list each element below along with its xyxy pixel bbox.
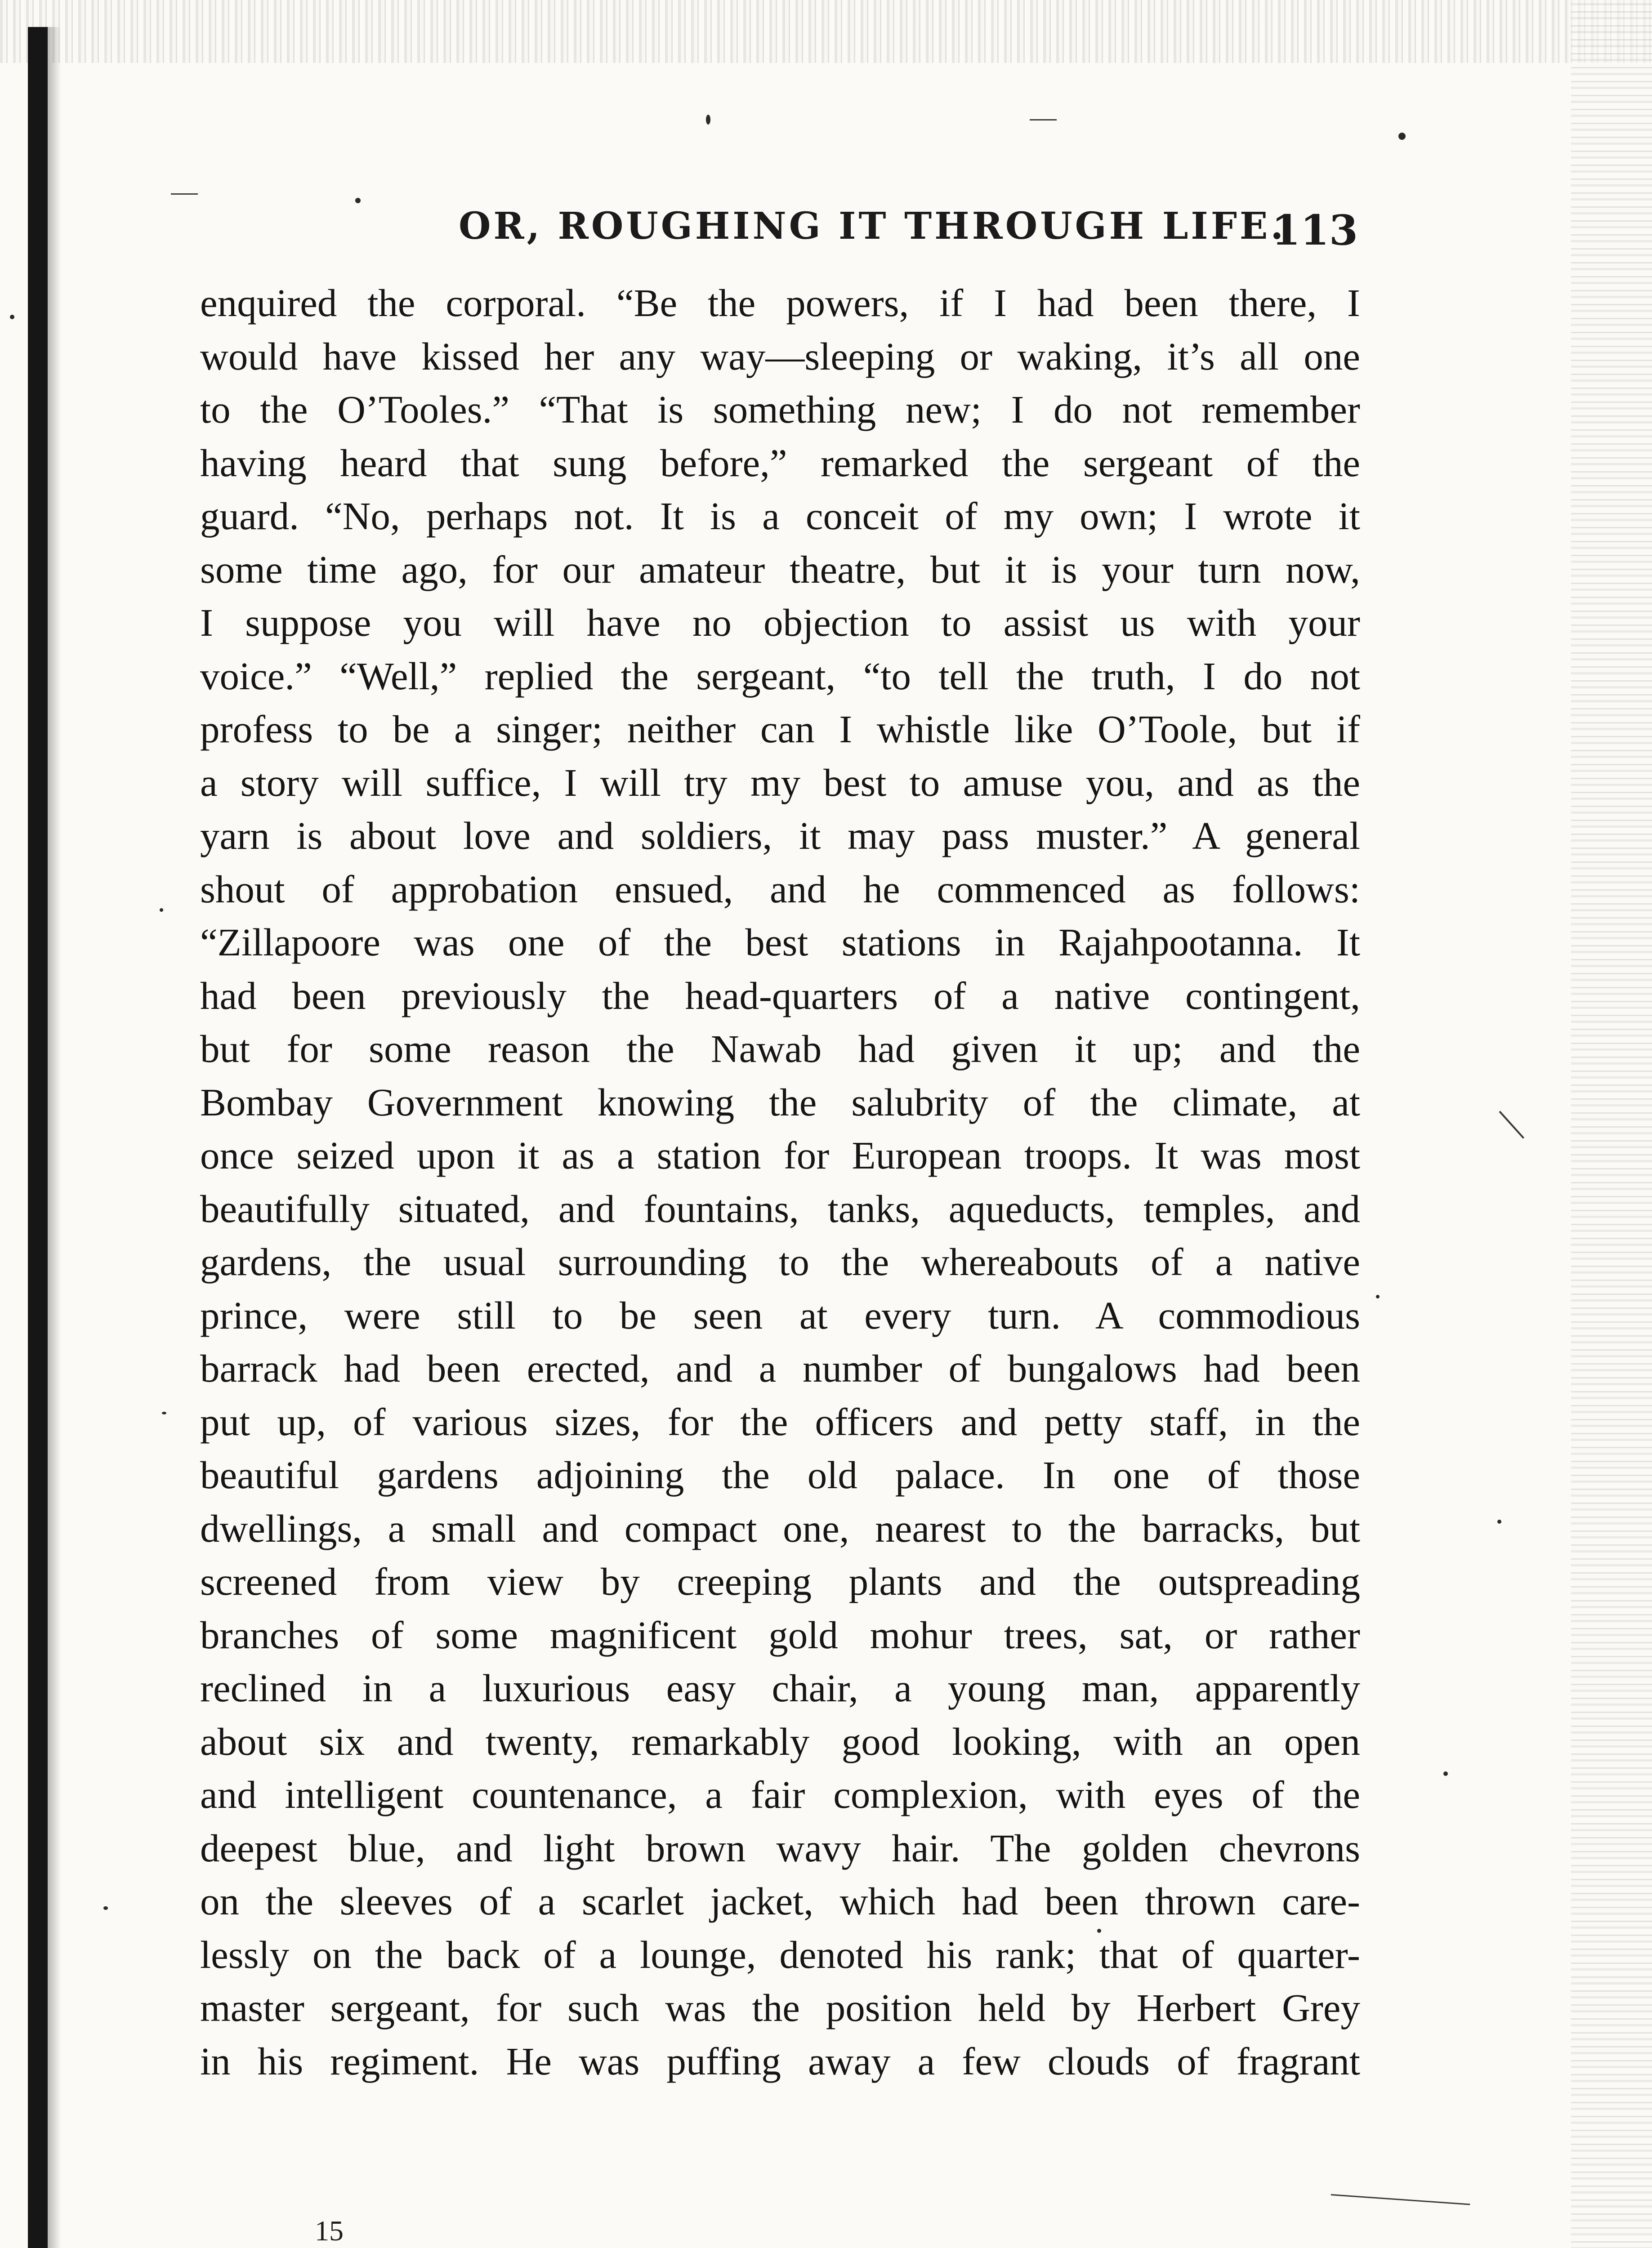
running-head: OR, ROUGHING IT THROUGH LIFE. [459, 205, 1286, 248]
text-line: having heard that sung before,” remarked the sergeant of the [200, 441, 1360, 485]
text-line: and intelligent countenance, a fair complexion, with eyes of the [200, 1773, 1360, 1816]
binding-gutter-shadow [48, 27, 61, 2248]
text-line: to the O’Tooles.” “That is something new; I do not remember [200, 388, 1360, 431]
text-line: would have kissed her any way—sleeping or waking, it’s all one [200, 334, 1360, 378]
scan-speck [1443, 1771, 1448, 1776]
text-line: master sergeant, for such was the position held by Herbert Grey [200, 1986, 1360, 2029]
text-line: some time ago, for our amateur theatre, but it is your turn now, [200, 547, 1360, 591]
text-line: a story will suffice, I will try my best to amuse you, and as the [200, 760, 1360, 804]
binding-gutter [28, 27, 48, 2248]
scan-speck [1398, 133, 1406, 140]
text-line: lessly on the back of a lounge, denoted his rank; that of quarter- [200, 1932, 1360, 1976]
text-line: “Zillapoore was one of the best stations in Rajahpootanna. It [200, 920, 1360, 964]
text-line: deepest blue, and light brown wavy hair. The golden chevrons [200, 1826, 1360, 1870]
text-line: I suppose you will have no objection to assist us with your [200, 601, 1360, 644]
text-line: screened from view by creeping plants and the outspreading [200, 1560, 1360, 1603]
scan-speck [162, 1412, 166, 1414]
scan-speck [160, 908, 163, 912]
text-line: but for some reason the Nawab had given it up; and the [200, 1027, 1360, 1070]
text-line: beautifully situated, and fountains, tanks, aqueducts, temples, and [200, 1186, 1360, 1231]
scan-speck [10, 315, 14, 319]
text-line: profess to be a singer; neither can I whistle like O’Toole, but if [200, 707, 1360, 751]
text-line: yarn is about love and soldiers, it may pass muster.” A general [200, 814, 1360, 857]
scan-stroke [171, 193, 198, 195]
text-line: put up, of various sizes, for the officers and petty staff, in the [200, 1400, 1360, 1444]
body-text [200, 277, 1360, 2088]
scan-speck [1376, 1295, 1380, 1298]
signature-mark: 15 [315, 2215, 344, 2247]
text-line: gardens, the usual surrounding to the whereabouts of a native [200, 1240, 1360, 1284]
text-line: dwellings, a small and compact one, nearest to the barracks, but [200, 1506, 1360, 1550]
text-line: once seized upon it as a station for European troops. It was most [200, 1133, 1360, 1177]
text-line: prince, were still to be seen at every turn. A commodious [200, 1293, 1360, 1337]
text-line: enquired the corporal. “Be the powers, if I had been there, I [200, 281, 1360, 325]
text-line: beautiful gardens adjoining the old palace. In one of those [200, 1453, 1360, 1497]
scan-speck [1097, 1929, 1101, 1933]
scan-speck [355, 198, 361, 203]
text-line: in his regiment. He was puffing away a few clouds of fragrant [200, 2039, 1360, 2083]
scan-speck [706, 115, 710, 125]
scan-stroke [1030, 119, 1057, 120]
text-line: Bombay Government knowing the salubrity of the climate, at [200, 1080, 1360, 1124]
scan-speck [103, 1906, 108, 1910]
scan-edge-right [1571, 0, 1652, 2248]
text-line: on the sleeves of a scarlet jacket, which had been thrown care- [200, 1879, 1360, 1923]
scan-stroke [1499, 1111, 1525, 1139]
text-line: voice.” “Well,” replied the sergeant, “to tell the truth, I do not [200, 654, 1360, 698]
text-line: barrack had been erected, and a number of bungalows had been [200, 1347, 1360, 1390]
scan-stroke [1331, 2194, 1470, 2205]
scan-edge-top [0, 0, 1652, 63]
text-line: had been previously the head-quarters of a native contingent, [200, 973, 1360, 1017]
text-line: about six and twenty, remarkably good looking, with an open [200, 1719, 1360, 1763]
text-line: shout of approbation ensued, and he commenced as follows: [200, 867, 1360, 911]
text-line: guard. “No, perhaps not. It is a conceit of my own; I wrote it [200, 494, 1360, 538]
scan-speck [1497, 1520, 1501, 1524]
page-number: 113 [1271, 206, 1358, 254]
text-line: branches of some magnificent gold mohur trees, sat, or rather [200, 1613, 1360, 1657]
text-line: reclined in a luxurious easy chair, a young man, apparently [200, 1666, 1360, 1710]
